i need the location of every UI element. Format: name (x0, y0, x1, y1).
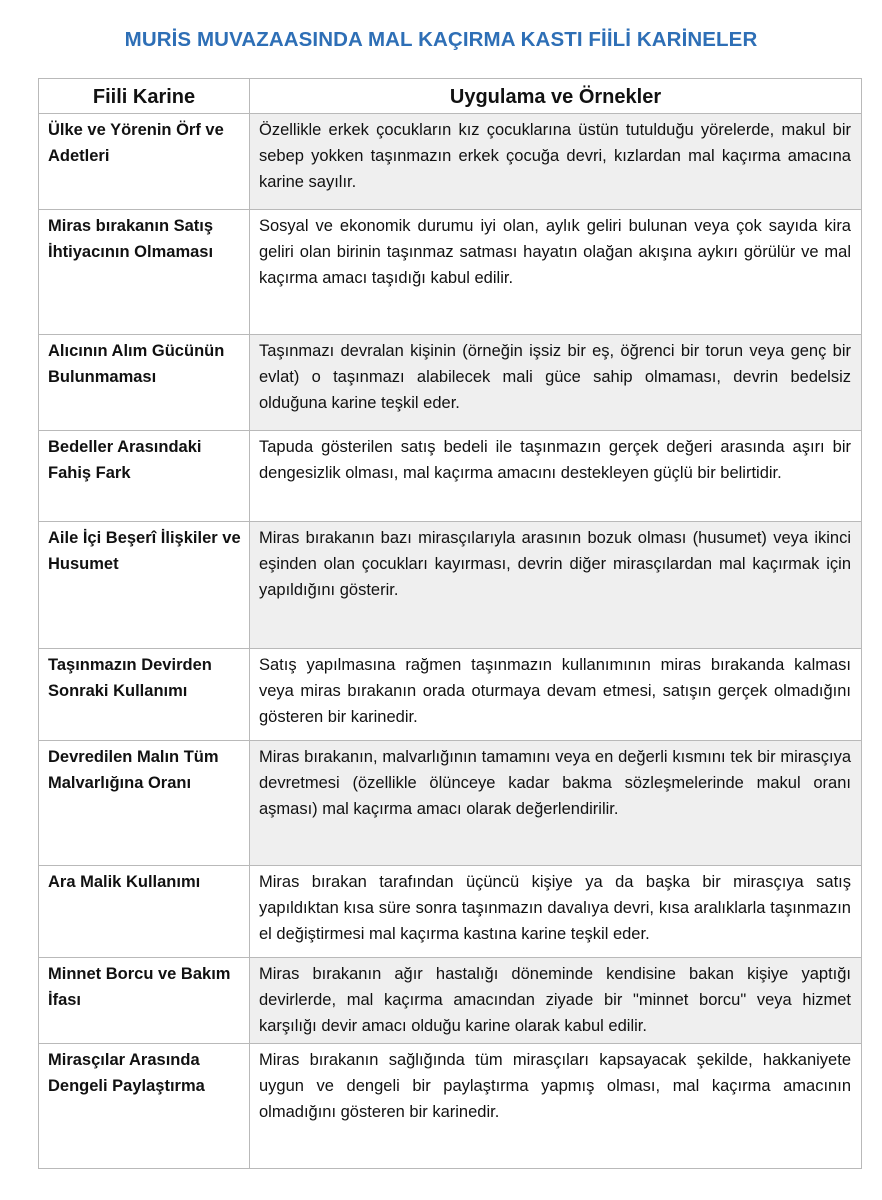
ornek-cell: Miras bırakanın ağır hastalığı döneminde kendisine bakan kişiye yaptığı devirlerde, mal kaçırma amacından ziyade bir "minnet borcu" veya hizmet karşılığı devir amacı olduğu karine olarak kabul edilir. (250, 958, 862, 1044)
table-row (39, 741, 862, 866)
page-title: MURİS MUVAZAASINDA MAL KAÇIRMA KASTI FİİLİ KARİNELER (124, 28, 758, 51)
table-row (39, 335, 862, 431)
karine-cell: Devredilen Malın Tüm Malvarlığına Oranı (39, 741, 250, 866)
ornek-cell: Satış yapılmasına rağmen taşınmazın kullanımının miras bırakanda kalması veya miras bırakanın orada oturmaya devam etmesi, satışın gerçek olmadığını gösteren bir karinedir. (250, 649, 862, 741)
ornek-cell: Özellikle erkek çocukların kız çocuklarına üstün tutulduğu yörelerde, makul bir sebep yokken taşınmazın erkek çocuğa devri, kızlardan mal kaçırma amacına karine sayılır. (250, 114, 862, 210)
table-row (39, 522, 862, 649)
ornek-cell: Miras bırakan tarafından üçüncü kişiye ya da başka bir mirasçıya satış yapıldıktan kısa süre sonra taşınmazın davalıya devri, kısa aralıklarla taşınmazın el değiştirmesi mal kaçırma kastına karine teşkil eder. (250, 866, 862, 958)
ornek-cell: Miras bırakanın, malvarlığının tamamını veya en değerli kısmını tek bir mirasçıya devretmesi (özellikle ölünceye kadar bakma sözleşmelerinde makul oranı aşması) mal kaçırma amacı olarak değerlendirilir. (250, 741, 862, 866)
ornek-cell: Miras bırakanın sağlığında tüm mirasçıları kapsayacak şekilde, hakkaniyete uygun ve dengeli bir paylaştırma yapmış olması, mal kaçırma amacının olmadığını gösteren bir karinedir. (250, 1044, 862, 1169)
karine-cell: Aile İçi Beşerî İlişkiler ve Husumet (39, 522, 250, 649)
karine-cell: Ülke ve Yörenin Örf ve Adetleri (39, 114, 250, 210)
karine-table (38, 78, 862, 1169)
ornek-cell: Taşınmazı devralan kişinin (örneğin işsiz bir eş, öğrenci bir torun veya genç bir evlat) o taşınmazı alabilecek mali güce sahip olmaması, devrin bedelsiz olduğuna karine teşkil eder. (250, 335, 862, 431)
karine-cell: Miras bırakanın Satış İhtiyacının Olmaması (39, 210, 250, 335)
table-header-row (39, 79, 862, 114)
karine-cell: Alıcının Alım Gücünün Bulunmaması (39, 335, 250, 431)
karine-cell: Mirasçılar Arasında Dengeli Paylaştırma (39, 1044, 250, 1169)
table-row (39, 649, 862, 741)
karine-cell: Taşınmazın Devirden Sonraki Kullanımı (39, 649, 250, 741)
table-row (39, 431, 862, 522)
karine-cell: Ara Malik Kullanımı (39, 866, 250, 958)
karine-cell: Minnet Borcu ve Bakım İfası (39, 958, 250, 1044)
ornek-cell: Miras bırakanın bazı mirasçılarıyla arasının bozuk olması (husumet) veya ikinci eşinden olan çocukları kayırması, devrin diğer mirasçılardan mal kaçırmak için yapıldığını gösterir. (250, 522, 862, 649)
ornek-cell: Sosyal ve ekonomik durumu iyi olan, aylık geliri bulunan veya çok sayıda kira geliri olan birinin taşınmaz satması hayatın olağan akışına aykırı görülür ve mal kaçırma amacı taşıdığı kabul edilir. (250, 210, 862, 335)
table-row (39, 114, 862, 210)
table-row (39, 958, 862, 1044)
table-row (39, 866, 862, 958)
karine-cell: Bedeller Arasındaki Fahiş Fark (39, 431, 250, 522)
ornek-cell: Tapuda gösterilen satış bedeli ile taşınmazın gerçek değeri arasında aşırı bir dengesizlik olması, mal kaçırma amacını destekleyen güçlü bir belirtidir. (250, 431, 862, 522)
column-header-ornekler: Uygulama ve Örnekler (250, 79, 862, 114)
table-row (39, 1044, 862, 1169)
table-row (39, 210, 862, 335)
column-header-karine: Fiili Karine (39, 79, 250, 114)
